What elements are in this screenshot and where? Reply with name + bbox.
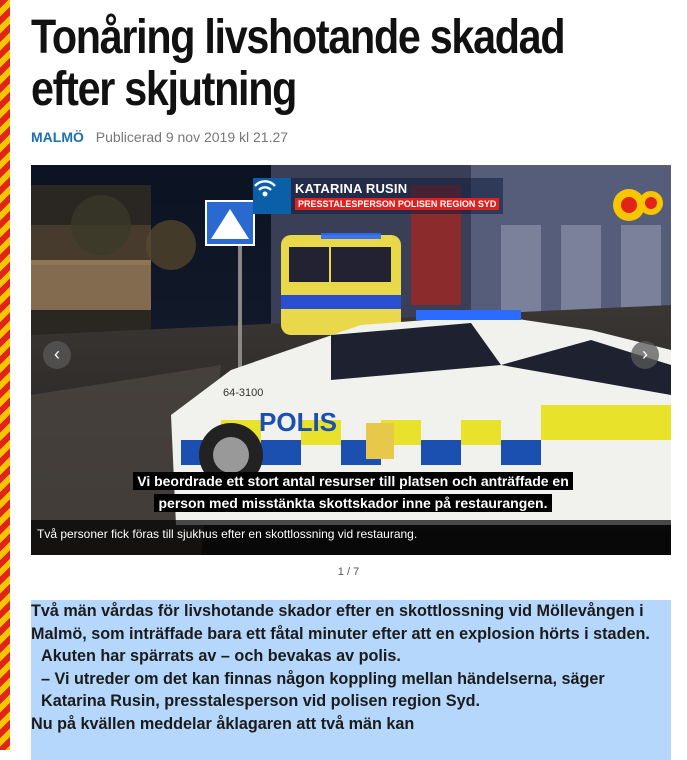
gallery-prev-button[interactable] [43,341,71,369]
speaker-role: PRESSTALESPERSON POLISEN REGION SYD [295,198,499,210]
police-emblem [366,423,394,459]
article-meta [31,129,288,145]
tree [71,195,131,255]
location-link[interactable]: MALMÖ [31,129,84,145]
paragraph: Nu på kvällen meddelar åklagaren att två män kan [31,714,415,733]
gallery-next-button[interactable] [631,341,659,369]
paragraph: – Vi utreder om det kan finnas någon koppling mellan händelserna, säger Katarina Rusin, presstalesperson vid polisen region Syd. [41,669,605,710]
image-caption: Två personer fick föras till sjukhus efter en skottlossning vid restaurang. [37,527,418,541]
car-number: 64-3100 [223,387,264,399]
article-headline: Tonåring livshotande skadad efter skjutning [31,11,565,116]
chevron-left-icon: ‹ [54,344,60,364]
gallery-counter: 1 / 7 [337,566,360,578]
paragraph: Akuten har spärrats av – och bevakas av polis. [41,647,401,665]
lower-third [253,178,503,214]
image-gallery[interactable] [31,165,671,555]
sound-waves-icon [253,178,291,214]
video-subtitle: Vi beordrade ett stort antal resurser till platsen och anträffade en person med misstänkta skottskador inne på restaurangen. [127,470,579,514]
chevron-right-icon: › [642,344,648,364]
article-body [31,600,671,760]
caption-bar [31,520,671,555]
speaker-name: KATARINA RUSIN [295,181,408,196]
polis-text: POLIS [259,407,338,437]
paragraph: Två män vårdas för livshotande skador efter en skottlossning vid Möllevången i Malmö, som inträffade bara ett fåtal minuter efter att en explosion hörts i staden. [31,602,650,643]
light-bar [416,310,521,320]
brand-stripe [0,0,10,750]
publish-date: Publicerad 9 nov 2019 kl 21.27 [95,129,289,145]
